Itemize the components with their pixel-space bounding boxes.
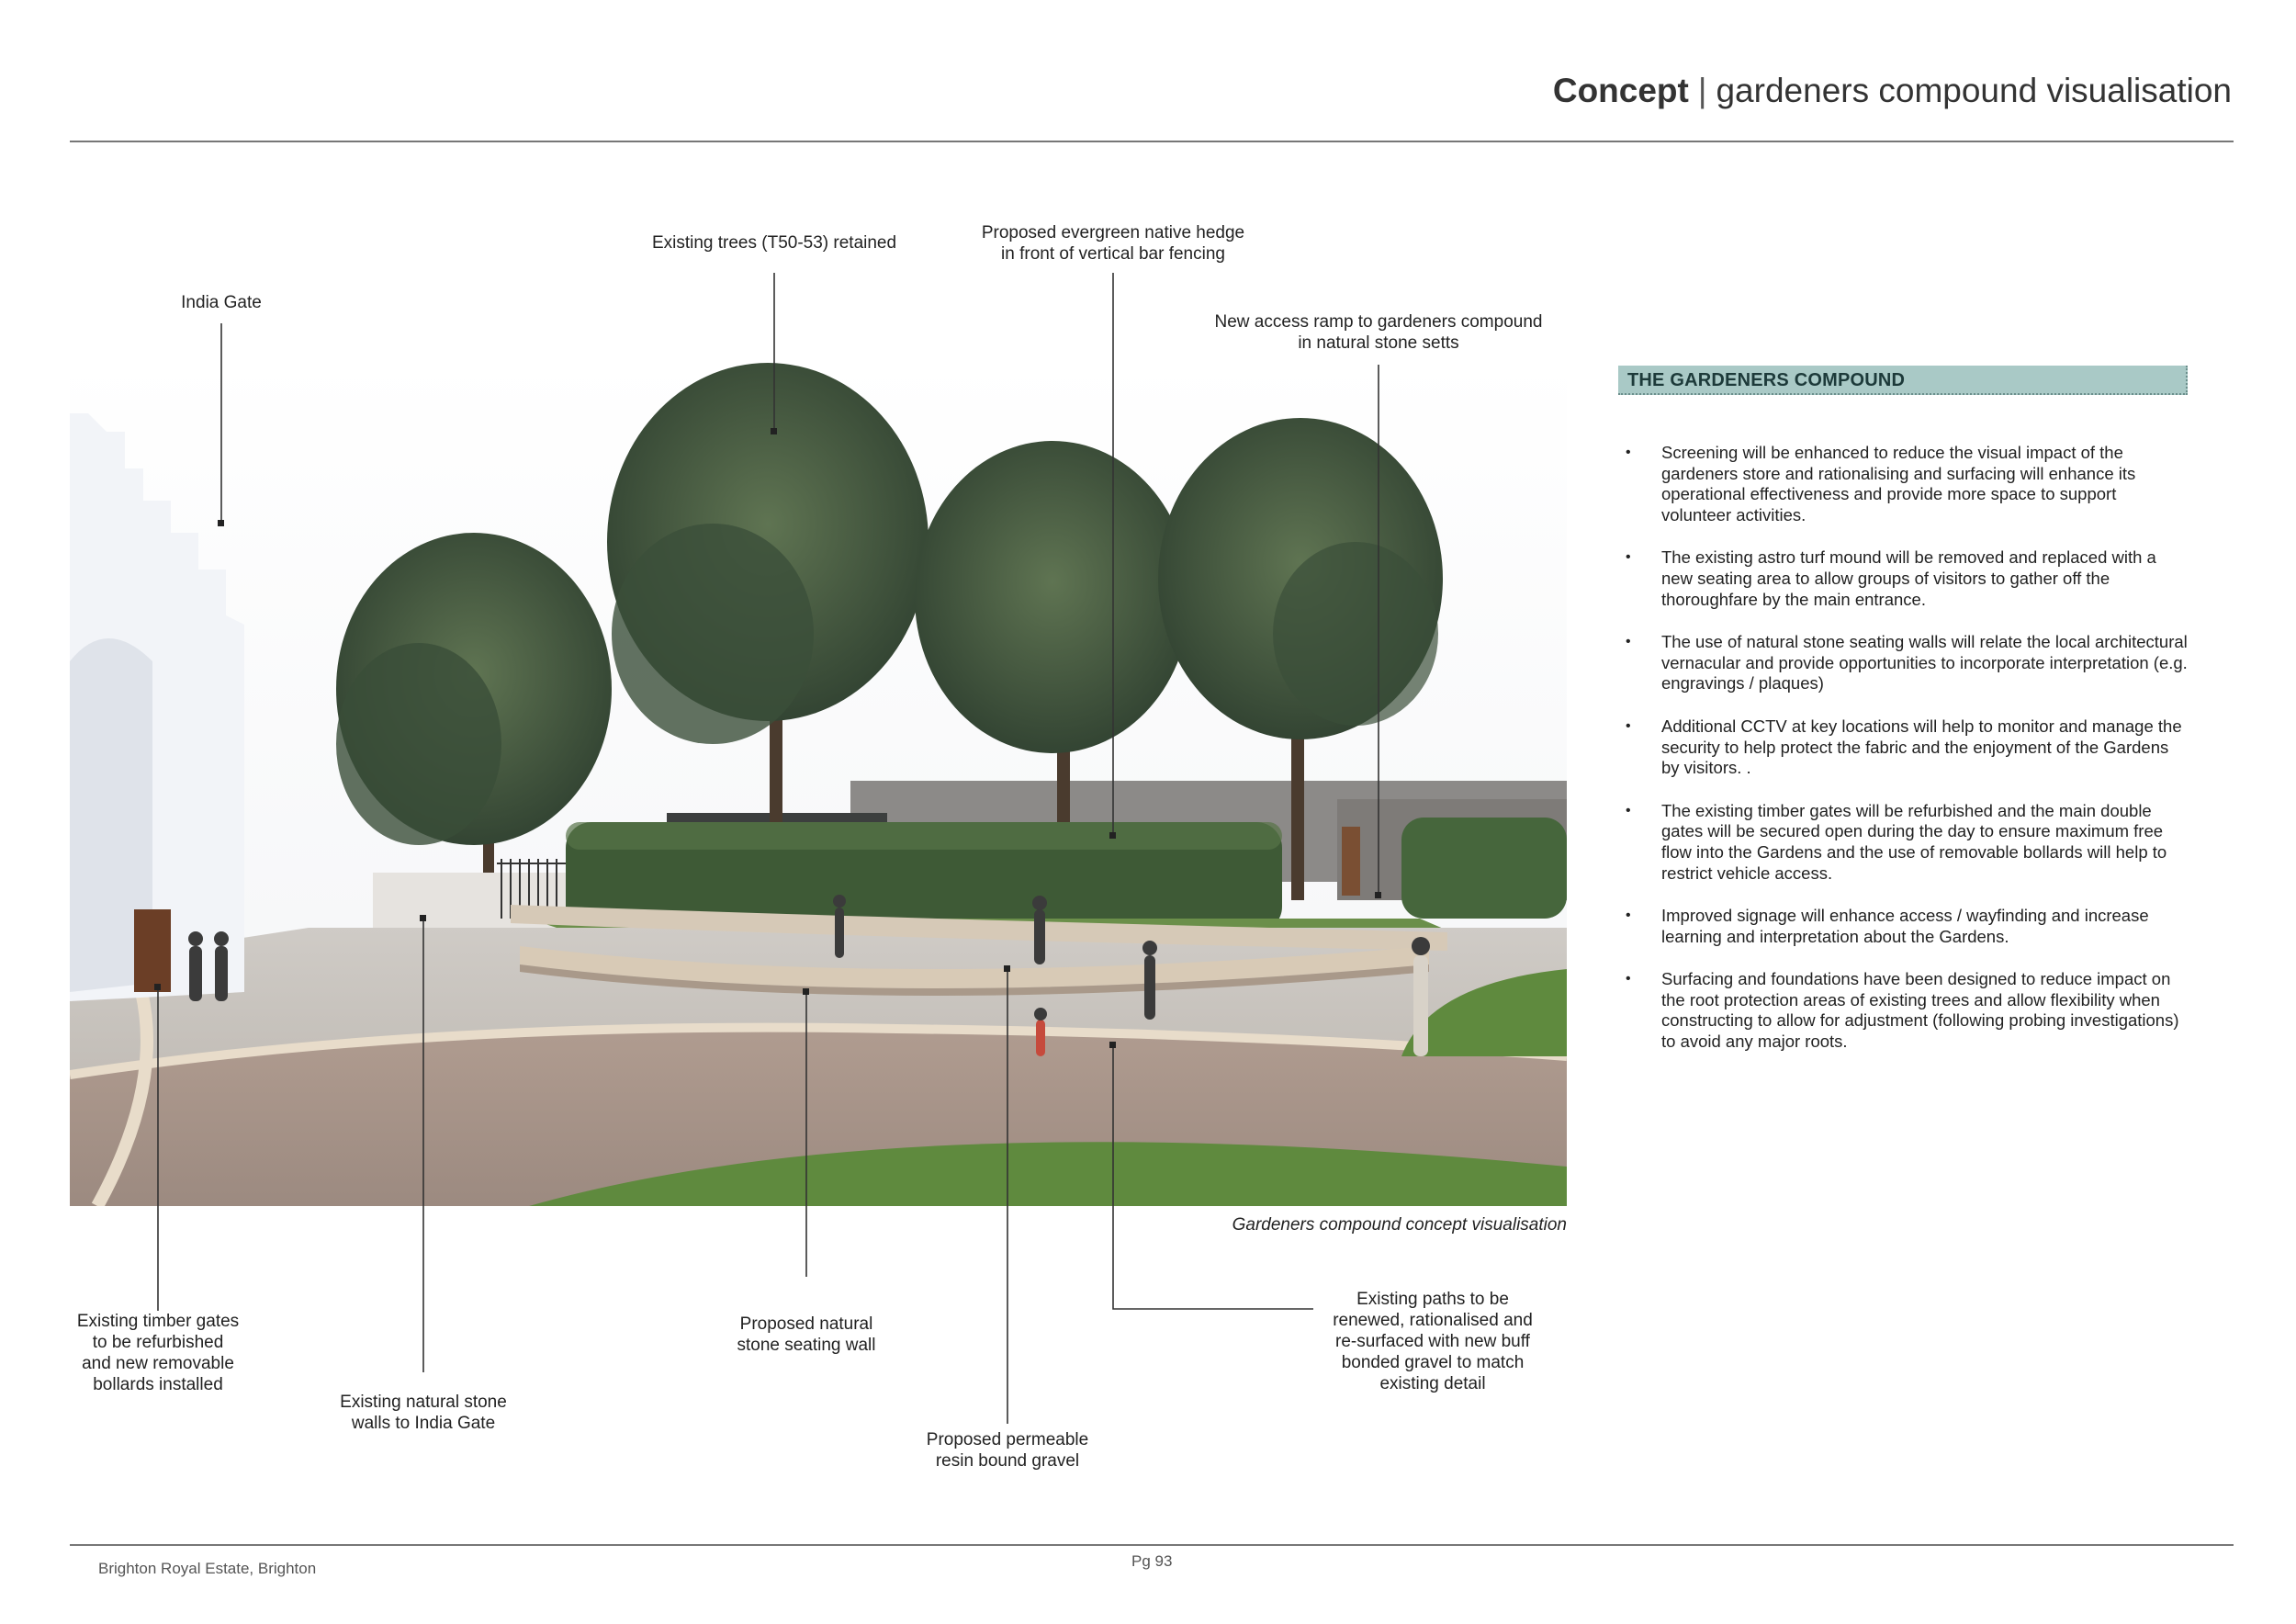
bullet-dot-icon: • xyxy=(1626,971,1631,987)
image-caption: Gardeners compound concept visualisation xyxy=(1232,1215,1567,1235)
bullet-text: Surfacing and foundations have been designed to reduce impact on the root protection areas of existing trees and allow flexibility when constructing to allow for adjustment (following probing investigations) to avoid any major roots. xyxy=(1661,969,2179,1052)
bullet-item xyxy=(1618,801,2188,884)
bullet-dot-icon: • xyxy=(1626,445,1631,460)
bullet-dot-icon: • xyxy=(1626,549,1631,566)
page-title-rest: gardeners compound visualisation xyxy=(1716,72,2232,109)
footer-rule xyxy=(70,1544,2234,1546)
callout-timber-gates: Existing timber gates to be refurbished and new removable bollards installed xyxy=(76,1312,240,1394)
bullet-dot-icon: • xyxy=(1626,634,1631,650)
page-title-strong: Concept xyxy=(1552,72,1689,109)
bullet-item xyxy=(1618,716,2188,779)
bullet-text: The existing timber gates will be refurbished and the main double gates will be secured open during the day to ensure maximum free flow into the Gardens and the use of removable bollards will help to restrict vehicle access. xyxy=(1661,800,2167,883)
footer-project-name: Brighton Royal Estate, Brighton xyxy=(98,1560,317,1577)
panel-bullet-list xyxy=(1618,443,2188,1075)
page-title xyxy=(1553,72,2232,110)
callout-seating-wall: Proposed natural stone seating wall xyxy=(737,1314,876,1355)
bullet-text: Improved signage will enhance access / wayfinding and increase learning and interpretation about the Gardens. xyxy=(1661,906,2149,946)
callout-paths: Existing paths to be renewed, rationalised and re-surfaced with new buff bonded gravel to match existing detail xyxy=(1333,1290,1533,1393)
callout-stone-walls: Existing natural stone walls to India Gate xyxy=(340,1393,507,1433)
bullet-text: Screening will be enhanced to reduce the visual impact of the gardeners store and rationalising and surfacing will enhance its operational effectiveness and provide more space to support volunteer activities. xyxy=(1661,443,2136,524)
callout-india-gate: India Gate xyxy=(181,293,262,312)
bullet-item xyxy=(1618,632,2188,694)
page-number: Pg 93 xyxy=(1131,1552,1173,1570)
bullet-item xyxy=(1618,906,2188,947)
callout-hedge: Proposed evergreen native hedge in front of vertical bar fencing xyxy=(981,223,1245,264)
bullet-item xyxy=(1618,443,2188,525)
bullet-dot-icon: • xyxy=(1626,717,1631,734)
concept-visualisation-image xyxy=(70,358,1567,1206)
bullet-text: The existing astro turf mound will be removed and replaced with a new seating area to allow groups of visitors to gather off the thoroughfare by the main entrance. xyxy=(1661,547,2156,609)
title-separator: | xyxy=(1697,72,1707,109)
bullet-dot-icon: • xyxy=(1626,908,1631,924)
bullet-text: Additional CCTV at key locations will help to monitor and manage the security to help protect the fabric and the enjoyment of the Gardens by visitors. . xyxy=(1661,716,2182,778)
bullet-item xyxy=(1618,547,2188,610)
header-rule xyxy=(70,141,2234,142)
bullet-dot-icon: • xyxy=(1626,802,1631,818)
bullet-item xyxy=(1618,969,2188,1052)
panel-heading: THE GARDENERS COMPOUND xyxy=(1627,370,1906,390)
bullet-text: The use of natural stone seating walls will relate the local architectural vernacular and provide opportunities to incorporate interpretation (e.g. engravings / plaques) xyxy=(1661,632,2188,694)
callout-resin-gravel: Proposed permeable resin bound gravel xyxy=(926,1430,1089,1471)
panel-heading-bar xyxy=(1618,366,2188,395)
callout-ramp: New access ramp to gardeners compound in natural stone setts xyxy=(1214,312,1543,353)
callout-existing-trees: Existing trees (T50-53) retained xyxy=(651,233,897,253)
